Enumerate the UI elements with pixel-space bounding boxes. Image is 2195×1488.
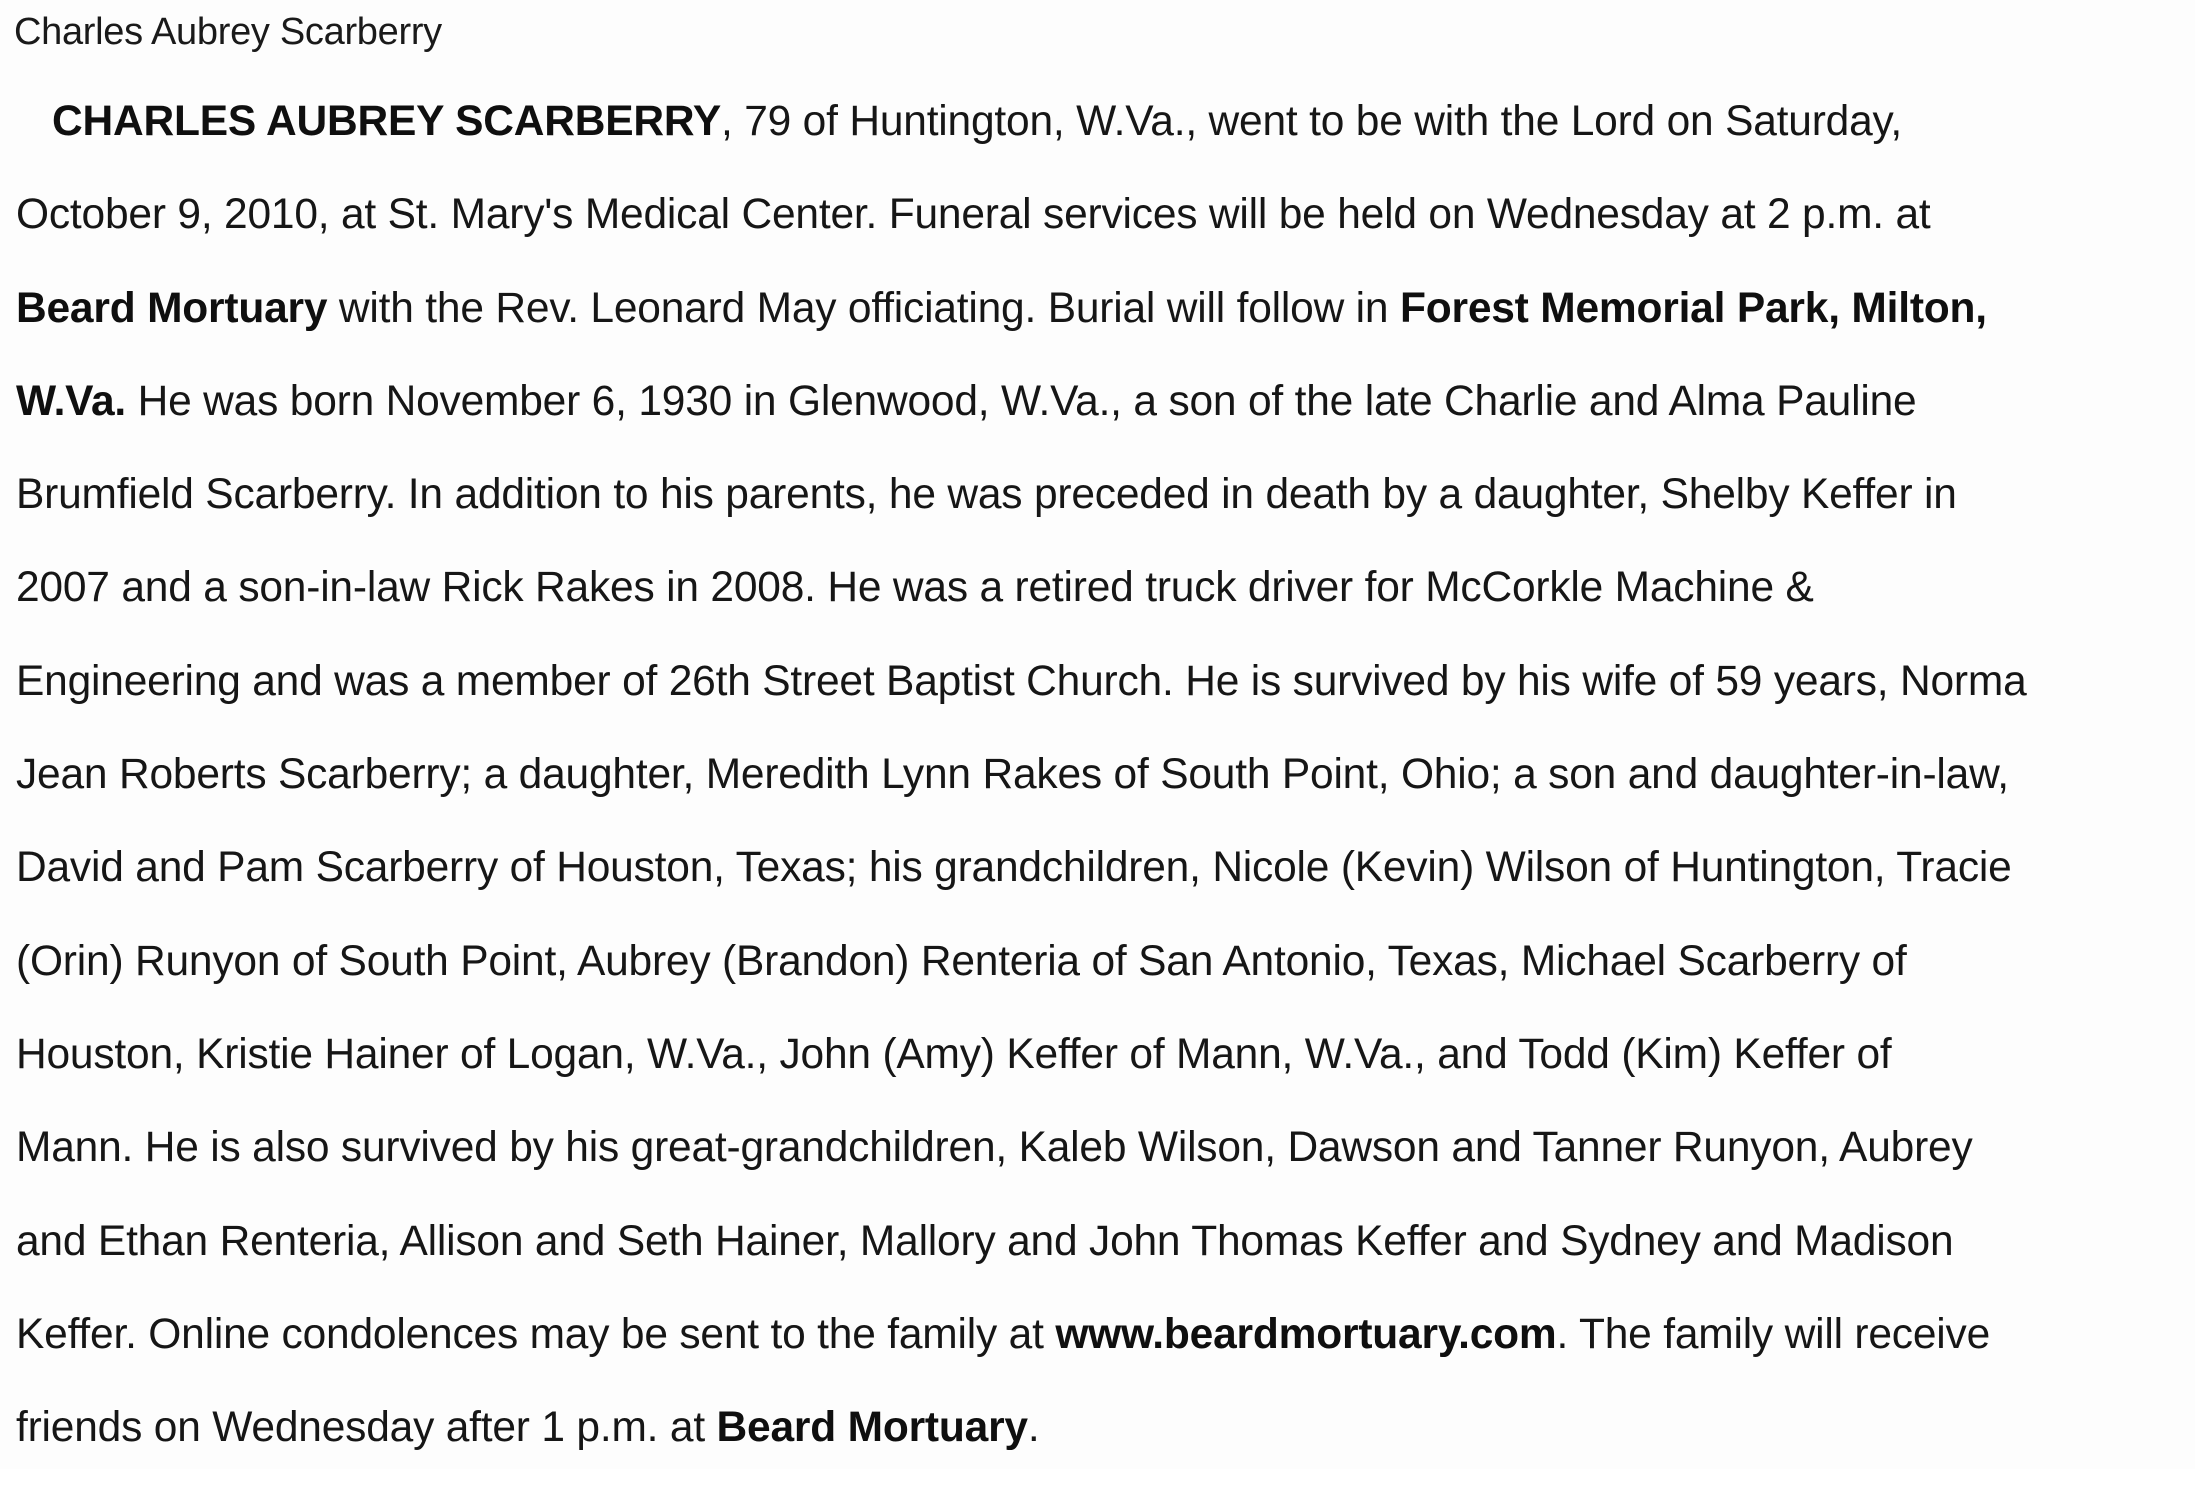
obituary-line <box>16 555 2191 648</box>
text-segment: and Ethan Renteria, Allison and Seth Hainer, Mallory and John Thomas Keffer and Sydney and Madison <box>16 1217 1954 1265</box>
text-segment: . The family will receive <box>1556 1310 1991 1358</box>
bold-text-segment: Beard Mortuary <box>16 284 328 332</box>
text-segment: October 9, 2010, at St. Mary's Medical Center. Funeral services will be held on Wednesday at 2 p.m. at <box>16 191 1931 239</box>
obituary-line <box>16 89 2191 182</box>
obituary-body <box>16 89 2191 1488</box>
bold-text-segment: CHARLES AUBREY SCARBERRY <box>52 98 721 145</box>
obituary-line <box>16 742 2191 835</box>
obituary-line <box>16 1022 2191 1115</box>
obituary-line <box>16 649 2191 742</box>
obituary-line <box>16 1115 2191 1208</box>
text-segment: Jean Roberts Scarberry; a daughter, Meredith Lynn Rakes of South Point, Ohio; a son and daughter-in-law, <box>16 751 2009 799</box>
obituary-line <box>16 929 2191 1022</box>
obituary-line <box>16 369 2191 462</box>
bold-text-segment: Forest Memorial Park, Milton, <box>1399 284 1987 332</box>
bold-text-segment: Beard Mortuary <box>716 1404 1028 1452</box>
obituary-line <box>16 835 2191 928</box>
obituary-line <box>16 1395 2191 1488</box>
obituary-line <box>16 182 2191 275</box>
text-segment: Mann. He is also survived by his great-grandchildren, Kaleb Wilson, Dawson and Tanner Runyon, Aubrey <box>16 1124 1973 1172</box>
obituary-header-name: Charles Aubrey Scarberry <box>14 11 442 53</box>
obituary-line <box>16 462 2191 555</box>
text-segment: , 79 of Huntington, W.Va., went to be with the Lord on Saturday, <box>720 98 1903 145</box>
text-segment: with the Rev. Leonard May officiating. Burial will follow in <box>327 284 1400 332</box>
text-segment: 2007 and a son-in-law Rick Rakes in 2008. He was a retired truck driver for McCorkle Machine & <box>16 564 1814 612</box>
text-segment: friends on Wednesday after 1 p.m. at <box>16 1404 717 1452</box>
text-segment: . <box>1027 1404 1040 1452</box>
text-segment: He was born November 6, 1930 in Glenwood, W.Va., a son of the late Charlie and Alma Pauline <box>126 377 1917 425</box>
bold-text-segment: W.Va. <box>16 377 127 425</box>
text-segment: Houston, Kristie Hainer of Logan, W.Va., John (Amy) Keffer of Mann, W.Va., and Todd (Kim) Keffer of <box>16 1030 1892 1078</box>
text-segment: Keffer. Online condolences may be sent to the family at <box>16 1310 1056 1358</box>
obituary-line <box>16 1209 2191 1302</box>
obituary-line <box>16 276 2191 369</box>
text-segment: Brumfield Scarberry. In addition to his parents, he was preceded in death by a daughter, Shelby Keffer in <box>16 471 1957 519</box>
text-segment: Engineering and was a member of 26th Street Baptist Church. He is survived by his wife of 59 years, Norma <box>16 657 2027 705</box>
text-segment: (Orin) Runyon of South Point, Aubrey (Brandon) Renteria of San Antonio, Texas, Michael Scarberry of <box>16 937 1907 985</box>
text-segment: David and Pam Scarberry of Houston, Texas; his grandchildren, Nicole (Kevin) Wilson of Huntington, Tracie <box>16 844 2012 892</box>
bold-text-segment: www.beardmortuary.com <box>1055 1310 1557 1358</box>
obituary-line <box>16 1302 2191 1395</box>
